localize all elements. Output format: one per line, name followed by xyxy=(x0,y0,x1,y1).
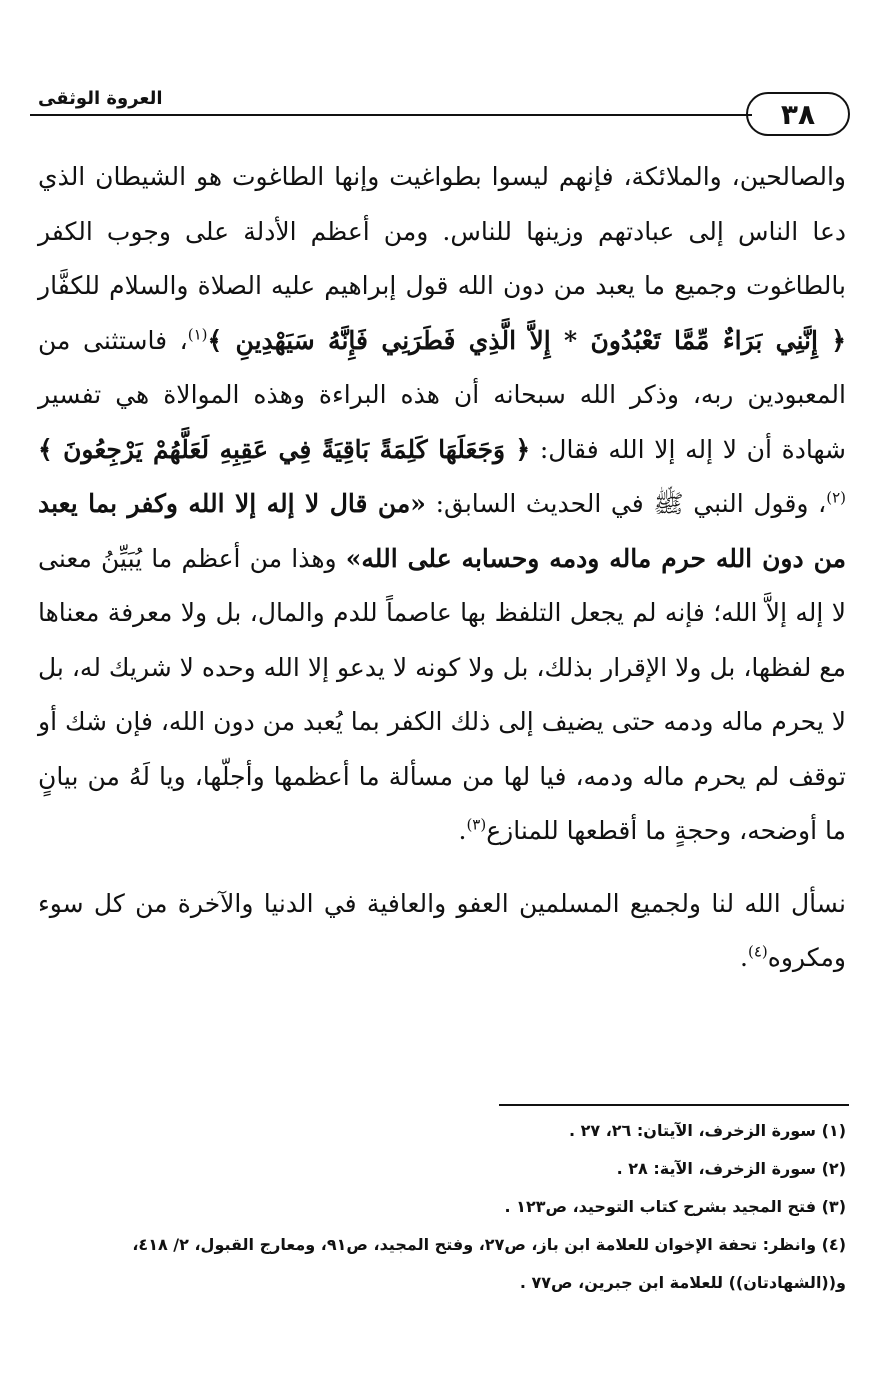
footnote-ref-2: (٢) xyxy=(826,488,846,507)
footnote-ref-4: (٤) xyxy=(747,942,768,961)
text-segment: ، فاستثنى من المعبودين ربه، وذكر الله سبحانه أن هذه البراءة وهذه الموالاة هي تفسير شهادة أن لا إله إلا الله فقال: xyxy=(38,325,846,464)
text-segment: ، وقول النبي ﷺ في الحديث السابق: xyxy=(425,489,827,518)
hadith-quote: «من قال لا إله إلا الله وكفر بما يعبد من دون الله حرم ماله ودمه وحسابه على الله» xyxy=(38,489,846,573)
footnotes xyxy=(38,1112,846,1302)
paragraph-2 xyxy=(38,877,846,986)
header-rule xyxy=(30,114,752,116)
quran-verse-2: ﴿ وَجَعَلَهَا كَلِمَةً بَاقِيَةً فِي عَقِبِهِ لَعَلَّهُمْ يَرْجِعُونَ ﴾ xyxy=(38,434,531,464)
footnote-ref-1: (١) xyxy=(187,325,208,344)
book-title: العروة الوثقى xyxy=(38,88,163,109)
text-segment: . xyxy=(458,816,467,845)
footnote-4: (٤) وانظر: تحفة الإخوان للعلامة ابن باز، ص٢٧، وفتح المجيد، ص٩١، ومعارج القبول، ٢/ ٤١٨، و((الشهادتان)) للعلامة ابن جبرين، ص٧٧ . xyxy=(132,1235,846,1292)
footnote-rule xyxy=(499,1104,849,1106)
paragraph-1 xyxy=(38,150,846,859)
page-header xyxy=(30,84,850,144)
footnote-3: (٣) فتح المجيد بشرح كتاب التوحيد، ص١٢٣ . xyxy=(504,1197,846,1216)
text-segment: . xyxy=(740,943,748,972)
footnote-2: (٢) سورة الزخرف، الآية: ٢٨ . xyxy=(616,1159,846,1178)
text-segment: والصالحين، والملائكة، فإنهم ليسوا بطواغيت وإنها الطاغوت هو الشيطان الذي دعا الناس إلى عبادتهم وزينها للناس. ومن أعظم الأدلة على وجوب الكفر بالطاغوت وجميع ما يعبد من دون الله قول إبراهيم عليه الصلاة والسلام للكفَّار xyxy=(38,162,846,300)
text-segment: وهذا من أعظم ما يُبَيِّنُ معنى لا إله إلاَّ الله؛ فإنه لم يجعل التلفظ بها عاصماً للدم والمال، بل ولا معرفة معناها مع لفظها، بل ولا الإقرار بذلك، بل ولا كونه لا يدعو إلا الله وحده لا شريك له، بل لا يحرم ماله ودمه حتى يضيف إلى ذلك الكفر بما يُعبد من دون الله، فإن شك أو توقف لم يحرم ماله ودمه، فيا لها من مسألة ما أعظمها وأجلّها، ويا لَهُ من بيانٍ ما أوضحه، وحجةٍ ما أقطعها للمنازع xyxy=(38,543,846,845)
text-segment: نسأل الله لنا ولجميع المسلمين العفو والعافية في الدنيا والآخرة من كل سوء ومكروه xyxy=(38,888,846,972)
quran-verse-1: ﴿ إِنَّنِي بَرَاءٌ مِّمَّا تَعْبُدُونَ * إِلاَّ الَّذِي فَطَرَنِي فَإِنَّهُ سَيَهْدِينِ ﴾ xyxy=(207,325,846,355)
page-number: ٣٨ xyxy=(746,92,850,136)
footnote-ref-3: (٣) xyxy=(466,815,487,834)
footnote-1: (١) سورة الزخرف، الآيتان: ٢٦، ٢٧ . xyxy=(568,1121,846,1140)
body-text xyxy=(38,150,846,986)
